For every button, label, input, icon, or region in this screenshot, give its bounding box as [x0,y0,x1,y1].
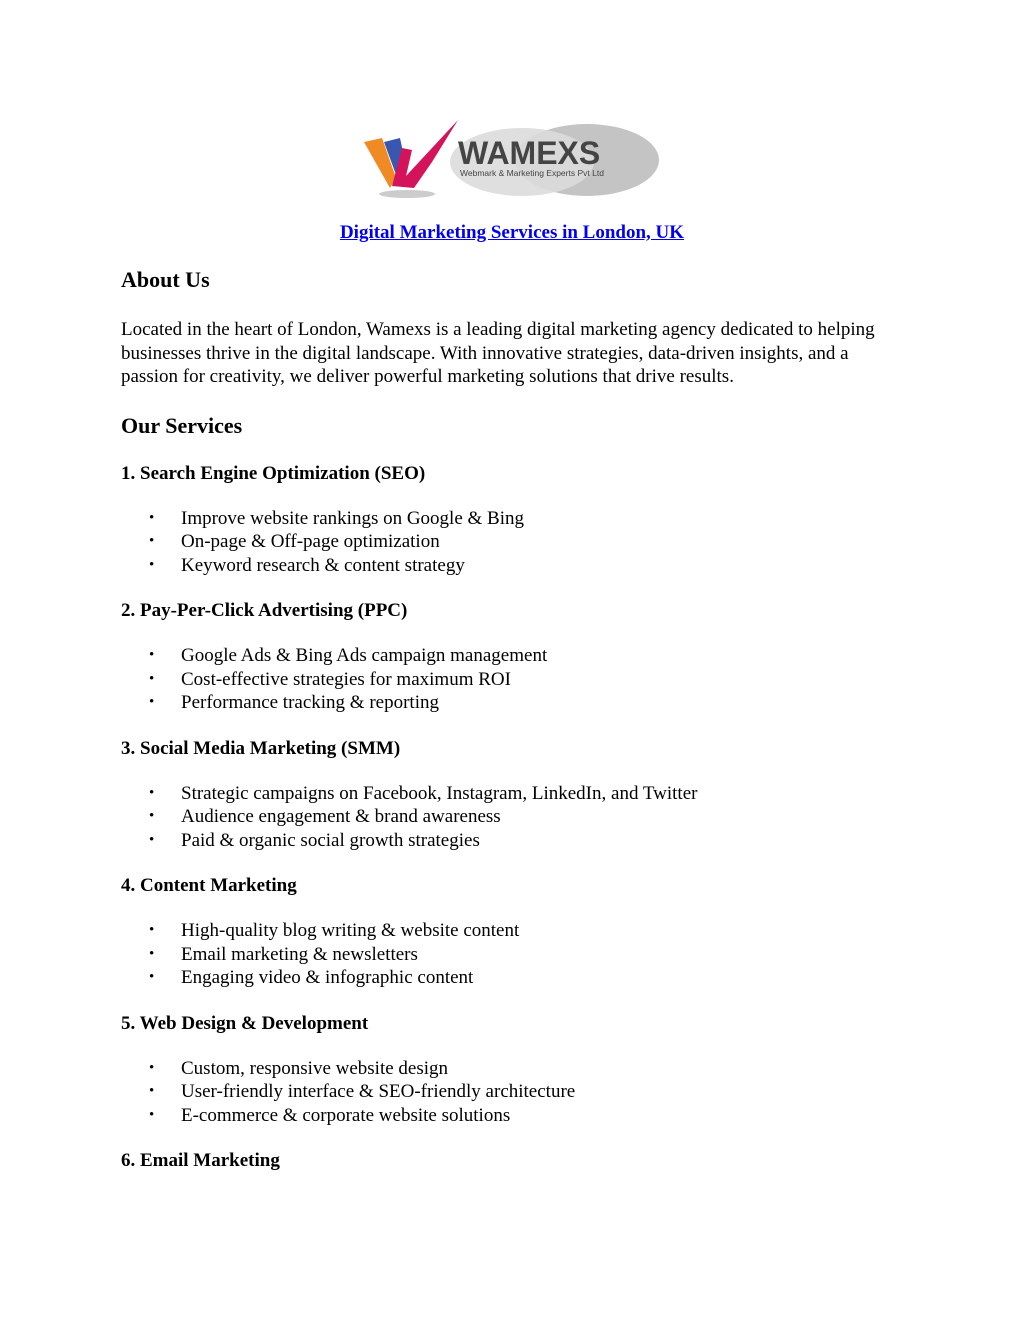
list-item: • Engaging video & infographic content [121,966,901,990]
about-paragraph: Located in the heart of London, Wamexs is a leading digital marketing agency dedicated to helping businesses thrive in the digital landscape. With innovative strategies, data-driven insights, and a passion for creativity, we deliver powerful marketing solutions that drive results. [121,319,875,387]
service-title-smm: 3. Social Media Marketing (SMM) [121,737,401,759]
wamexs-logo [362,118,662,202]
services-heading: Our Services [121,412,243,438]
about-heading: About Us [121,267,210,292]
list-item: • On-page & Off-page optimization [121,530,901,554]
service-list-ppc [121,644,901,715]
service-list-web-design [121,1057,901,1128]
list-item: • Performance tracking & reporting [121,691,901,715]
service-list-smm [121,782,901,853]
list-item: • Strategic campaigns on Facebook, Instagram, LinkedIn, and Twitter [121,782,901,806]
digital-marketing-link[interactable]: Digital Marketing Services in London, UK [339,222,685,243]
service-title-content: 4. Content Marketing [121,875,297,896]
list-item: • Google Ads & Bing Ads campaign management [121,644,901,668]
list-item: • High-quality blog writing & website content [121,919,901,943]
service-title-seo: 1. Search Engine Optimization (SEO) [121,462,426,484]
list-item: • Improve website rankings on Google & Bing [121,507,901,531]
service-title-web-design: 5. Web Design & Development [121,1012,369,1034]
list-item: • Paid & organic social growth strategies [121,829,901,853]
service-list-content [121,919,901,990]
logo-brand-text: WAMEXS [458,135,601,171]
service-title-ppc: 2. Pay-Per-Click Advertising (PPC) [121,600,408,621]
main-content [121,266,901,1173]
list-item: • User-friendly interface & SEO-friendly architecture [121,1080,901,1104]
top-link-container [0,222,1024,244]
service-title-email: 6. Email Marketing [121,1150,280,1171]
list-item: • Keyword research & content strategy [121,554,901,578]
list-item: • Cost-effective strategies for maximum ROI [121,668,901,692]
logo-tagline-text: Webmark & Marketing Experts Pvt Ltd [460,168,604,178]
list-item: • Email marketing & newsletters [121,943,901,967]
list-item: • Custom, responsive website design [121,1057,901,1081]
list-item: • E-commerce & corporate website solutions [121,1104,901,1128]
service-list-seo [121,507,901,578]
list-item: • Audience engagement & brand awareness [121,805,901,829]
